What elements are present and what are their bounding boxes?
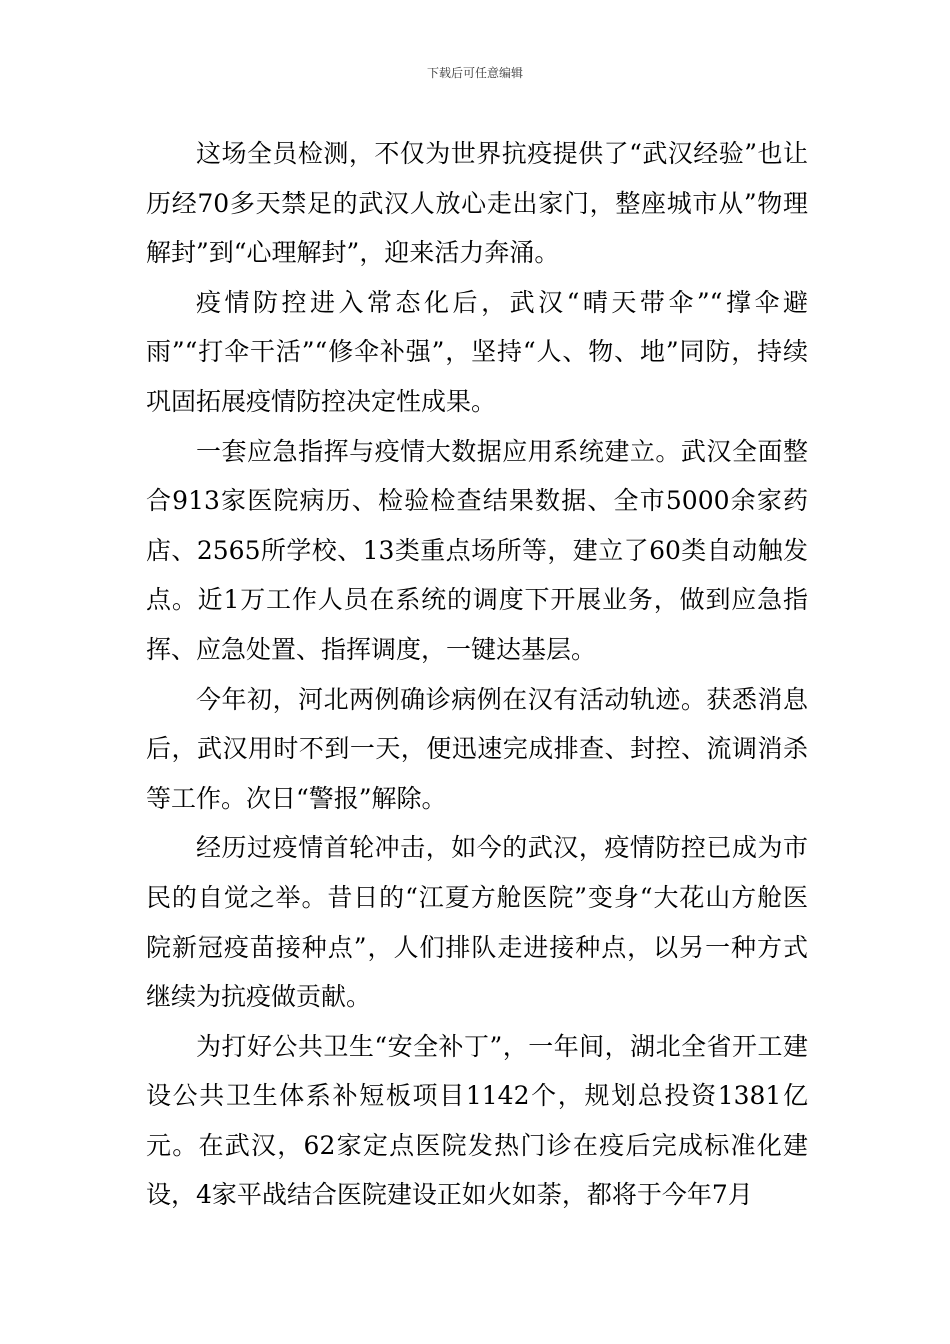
paragraph-1: 这场全员检测，不仅为世界抗疫提供了“武汉经验”也让历经70多天禁足的武汉人放心走出家门，整座城市从”物理解封”到“心理解封”，迎来活力奔涌。 xyxy=(146,139,808,268)
paragraph-2: 疫情防控进入常态化后，武汉“晴天带伞”“撑伞避雨”“打伞干活”“修伞补强”，坚持“人、物、地”同防，持续巩固拓展疫情防控决定性成果。 xyxy=(146,287,808,416)
page-header: 下载后可任意编辑 xyxy=(426,66,523,80)
paragraph-5: 经历过疫情首轮冲击，如今的武汉，疫情防控已成为市民的自觉之举。昔日的“江夏方舱医院”变身“大花山方舱医院新冠疫苗接种点”，人们排队走进接种点，以另一种方式继续为抗疫做贡献。 xyxy=(146,833,808,1012)
document-body xyxy=(146,129,808,1220)
paragraph-6: 为打好公共卫生“安全补丁”，一年间，湖北全省开工建设公共卫生体系补短板项目1142个，规划总投资1381亿元。在武汉，62家定点医院发热门诊在疫后完成标准化建设，4家平战结合医院建设正如火如荼，都将于今年7月 xyxy=(146,1031,808,1210)
paragraph-4: 今年初，河北两例确诊病例在汉有活动轨迹。获悉消息后，武汉用时不到一天，便迅速完成排查、封控、流调消杀等工作。次日“警报”解除。 xyxy=(146,684,808,813)
paragraph-3: 一套应急指挥与疫情大数据应用系统建立。武汉全面整合913家医院病历、检验检查结果数据、全市5000余家药店、2565所学校、13类重点场所等，建立了60类自动触发点。近1万工作人员在系统的调度下开展业务，做到应急指挥、应急处置、指挥调度，一键达基层。 xyxy=(146,436,808,664)
